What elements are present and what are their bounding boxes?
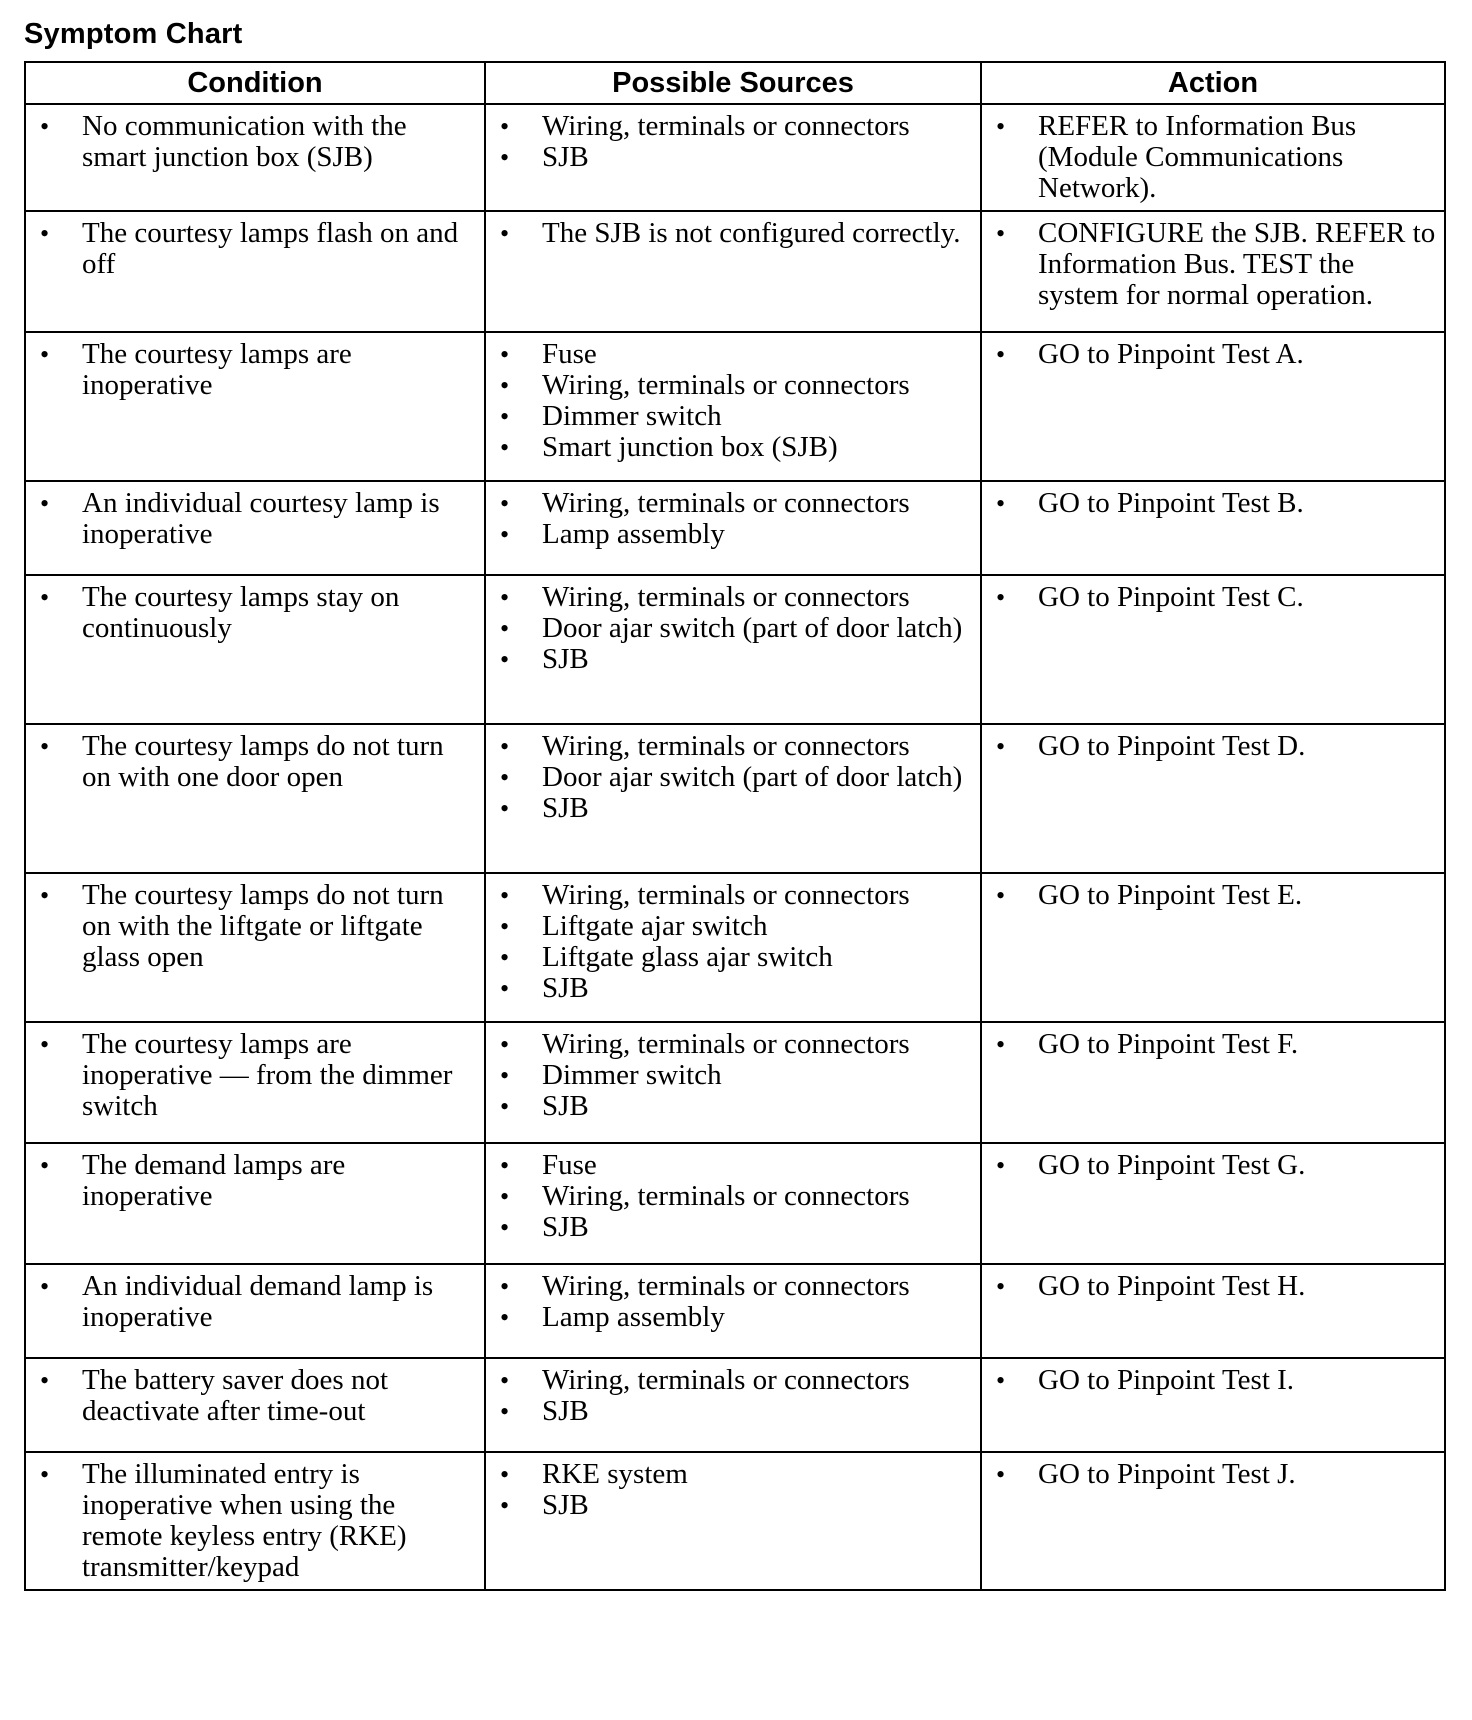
condition-cell: [25, 724, 485, 873]
item-text: The courtesy lamps are inoperative: [82, 338, 352, 401]
item-text: Door ajar switch (part of door latch): [542, 612, 963, 644]
action-list: [982, 1453, 1444, 1496]
table-row: [25, 1022, 1445, 1143]
action-cell: [981, 1452, 1445, 1590]
bullet-icon: •: [40, 1272, 50, 1301]
bullet-icon: •: [500, 1272, 510, 1301]
list-item: [982, 111, 1436, 204]
bullet-icon: •: [40, 1030, 50, 1059]
item-text: Door ajar switch (part of door latch): [542, 761, 963, 793]
item-text: GO to Pinpoint Test B.: [1038, 487, 1304, 519]
item-text: The SJB is not configured correctly.: [542, 217, 961, 249]
action-cell: [981, 211, 1445, 332]
symptom-chart-table: [24, 61, 1446, 1591]
item-text: GO to Pinpoint Test F.: [1038, 1028, 1299, 1060]
item-text: SJB: [542, 141, 589, 173]
item-text: GO to Pinpoint Test I.: [1038, 1364, 1295, 1396]
bullet-icon: •: [500, 1030, 510, 1059]
bullet-icon: •: [996, 881, 1006, 910]
list-item: [982, 731, 1436, 762]
item-text: Wiring, terminals or connectors: [542, 1180, 910, 1212]
list-item: [486, 1302, 972, 1333]
list-item: [486, 370, 972, 401]
bullet-icon: •: [500, 1061, 510, 1090]
bullet-icon: •: [500, 402, 510, 431]
bullet-icon: •: [500, 943, 510, 972]
action-list: [982, 105, 1444, 210]
action-list: [982, 725, 1444, 768]
condition-list: [26, 105, 484, 179]
table-row: [25, 1143, 1445, 1264]
item-text: Wiring, terminals or connectors: [542, 879, 910, 911]
item-text: Wiring, terminals or connectors: [542, 1270, 910, 1302]
item-text: SJB: [542, 1489, 589, 1521]
list-item: [982, 1029, 1436, 1060]
bullet-icon: •: [500, 732, 510, 761]
action-cell: [981, 1143, 1445, 1264]
action-cell: [981, 1022, 1445, 1143]
bullet-icon: •: [996, 1030, 1006, 1059]
list-item: [26, 339, 476, 401]
bullet-icon: •: [40, 732, 50, 761]
item-text: Liftgate glass ajar switch: [542, 941, 833, 973]
bullet-icon: •: [996, 340, 1006, 369]
item-text: No communication with the smart junction box (SJB): [82, 110, 407, 173]
bullet-icon: •: [500, 433, 510, 462]
list-item: [26, 731, 476, 793]
list-item: [486, 793, 972, 824]
item-text: GO to Pinpoint Test E.: [1038, 879, 1303, 911]
item-text: The demand lamps are inoperative: [82, 1149, 346, 1212]
table-body: [25, 104, 1445, 1590]
sources-list: [486, 1453, 980, 1527]
bullet-icon: •: [500, 583, 510, 612]
sources-cell: [485, 1358, 981, 1452]
bullet-icon: •: [500, 340, 510, 369]
list-item: [26, 1271, 476, 1333]
item-text: Dimmer switch: [542, 1059, 722, 1091]
condition-cell: [25, 104, 485, 211]
list-item: [982, 1150, 1436, 1181]
sources-cell: [485, 873, 981, 1022]
list-item: [486, 1212, 972, 1243]
bullet-icon: •: [500, 763, 510, 792]
bullet-icon: •: [500, 143, 510, 172]
list-item: [486, 142, 972, 173]
list-item: [486, 613, 972, 644]
action-cell: [981, 104, 1445, 211]
condition-cell: [25, 211, 485, 332]
list-item: [486, 488, 972, 519]
item-text: The courtesy lamps stay on continuously: [82, 581, 400, 644]
list-item: [486, 911, 972, 942]
bullet-icon: •: [40, 881, 50, 910]
bullet-icon: •: [40, 340, 50, 369]
item-text: SJB: [542, 792, 589, 824]
action-list: [982, 1023, 1444, 1066]
sources-cell: [485, 1143, 981, 1264]
sources-list: [486, 482, 980, 556]
list-item: [26, 1459, 476, 1583]
list-item: [486, 1091, 972, 1122]
bullet-icon: •: [40, 583, 50, 612]
action-cell: [981, 575, 1445, 724]
bullet-icon: •: [500, 1366, 510, 1395]
item-text: The courtesy lamps are inoperative — from the dimmer switch: [82, 1028, 453, 1122]
bullet-icon: •: [500, 219, 510, 248]
bullet-icon: •: [500, 1213, 510, 1242]
sources-cell: [485, 575, 981, 724]
table-row: [25, 481, 1445, 575]
list-item: [486, 1365, 972, 1396]
condition-list: [26, 1359, 484, 1433]
condition-list: [26, 333, 484, 407]
list-item: [486, 1490, 972, 1521]
sources-cell: [485, 1022, 981, 1143]
bullet-icon: •: [40, 489, 50, 518]
condition-cell: [25, 873, 485, 1022]
action-list: [982, 482, 1444, 525]
condition-list: [26, 212, 484, 286]
bullet-icon: •: [996, 732, 1006, 761]
sources-list: [486, 105, 980, 179]
action-cell: [981, 873, 1445, 1022]
action-cell: [981, 1264, 1445, 1358]
list-item: [486, 1459, 972, 1490]
table-row: [25, 873, 1445, 1022]
sources-cell: [485, 211, 981, 332]
sources-cell: [485, 1264, 981, 1358]
list-item: [486, 1396, 972, 1427]
bullet-icon: •: [500, 489, 510, 518]
action-list: [982, 576, 1444, 619]
list-item: [26, 488, 476, 550]
bullet-icon: •: [500, 1460, 510, 1489]
list-item: [982, 582, 1436, 613]
bullet-icon: •: [500, 371, 510, 400]
item-text: Liftgate ajar switch: [542, 910, 768, 942]
list-item: [486, 519, 972, 550]
sources-list: [486, 1144, 980, 1249]
list-item: [486, 1150, 972, 1181]
list-item: [26, 880, 476, 973]
list-item: [486, 111, 972, 142]
condition-cell: [25, 332, 485, 481]
page-title: Symptom Chart: [24, 18, 243, 50]
action-list: [982, 1144, 1444, 1187]
condition-cell: [25, 575, 485, 724]
condition-list: [26, 1453, 484, 1589]
item-text: Fuse: [542, 338, 597, 370]
bullet-icon: •: [996, 1151, 1006, 1180]
condition-cell: [25, 481, 485, 575]
list-item: [486, 582, 972, 613]
list-item: [486, 942, 972, 973]
sources-list: [486, 1265, 980, 1339]
action-list: [982, 1265, 1444, 1308]
list-item: [486, 973, 972, 1004]
action-cell: [981, 724, 1445, 873]
bullet-icon: •: [996, 583, 1006, 612]
sources-list: [486, 1023, 980, 1128]
list-item: [26, 218, 476, 280]
bullet-icon: •: [500, 1151, 510, 1180]
bullet-icon: •: [996, 112, 1006, 141]
list-item: [486, 432, 972, 463]
list-item: [486, 644, 972, 675]
list-item: [982, 218, 1436, 311]
item-text: Lamp assembly: [542, 1301, 725, 1333]
bullet-icon: •: [996, 1460, 1006, 1489]
sources-cell: [485, 724, 981, 873]
list-item: [982, 880, 1436, 911]
list-item: [486, 1271, 972, 1302]
column-header-condition: Condition: [25, 62, 485, 104]
sources-list: [486, 874, 980, 1010]
list-item: [486, 401, 972, 432]
bullet-icon: •: [40, 1366, 50, 1395]
sources-list: [486, 333, 980, 469]
sources-cell: [485, 332, 981, 481]
sources-cell: [485, 481, 981, 575]
item-text: An individual demand lamp is inoperative: [82, 1270, 434, 1333]
table-row: [25, 1264, 1445, 1358]
condition-cell: [25, 1264, 485, 1358]
sources-list: [486, 1359, 980, 1433]
table-row: [25, 724, 1445, 873]
item-text: Dimmer switch: [542, 400, 722, 432]
list-item: [982, 488, 1436, 519]
bullet-icon: •: [500, 645, 510, 674]
item-text: SJB: [542, 972, 589, 1004]
sources-cell: [485, 104, 981, 211]
sources-cell: [485, 1452, 981, 1590]
item-text: CONFIGURE the SJB. REFER to Information Bus. TEST the system for normal operation.: [1038, 217, 1436, 311]
item-text: Smart junction box (SJB): [542, 431, 838, 463]
table-header-row: [25, 62, 1445, 104]
action-list: [982, 212, 1444, 317]
action-cell: [981, 481, 1445, 575]
item-text: GO to Pinpoint Test G.: [1038, 1149, 1306, 1181]
item-text: GO to Pinpoint Test C.: [1038, 581, 1304, 613]
bullet-icon: •: [500, 881, 510, 910]
bullet-icon: •: [500, 912, 510, 941]
column-header-sources: Possible Sources: [485, 62, 981, 104]
item-text: GO to Pinpoint Test D.: [1038, 730, 1306, 762]
bullet-icon: •: [500, 1182, 510, 1211]
item-text: GO to Pinpoint Test J.: [1038, 1458, 1296, 1490]
condition-list: [26, 1265, 484, 1339]
list-item: [26, 111, 476, 173]
condition-cell: [25, 1452, 485, 1590]
condition-list: [26, 874, 484, 979]
action-cell: [981, 332, 1445, 481]
bullet-icon: •: [500, 520, 510, 549]
list-item: [26, 1150, 476, 1212]
action-list: [982, 333, 1444, 376]
item-text: Wiring, terminals or connectors: [542, 1028, 910, 1060]
condition-list: [26, 725, 484, 799]
condition-list: [26, 482, 484, 556]
condition-cell: [25, 1022, 485, 1143]
list-item: [26, 1365, 476, 1427]
item-text: RKE system: [542, 1458, 688, 1490]
list-item: [486, 1029, 972, 1060]
item-text: GO to Pinpoint Test A.: [1038, 338, 1304, 370]
item-text: Wiring, terminals or connectors: [542, 730, 910, 762]
condition-cell: [25, 1358, 485, 1452]
action-cell: [981, 1358, 1445, 1452]
item-text: SJB: [542, 643, 589, 675]
list-item: [486, 1181, 972, 1212]
table-row: [25, 104, 1445, 211]
item-text: SJB: [542, 1090, 589, 1122]
item-text: Wiring, terminals or connectors: [542, 110, 910, 142]
action-list: [982, 874, 1444, 917]
table-row: [25, 332, 1445, 481]
item-text: Wiring, terminals or connectors: [542, 1364, 910, 1396]
sources-list: [486, 212, 980, 255]
list-item: [26, 582, 476, 644]
table-row: [25, 1452, 1445, 1590]
list-item: [486, 1060, 972, 1091]
bullet-icon: •: [996, 1366, 1006, 1395]
list-item: [982, 1459, 1436, 1490]
condition-list: [26, 576, 484, 650]
list-item: [26, 1029, 476, 1122]
condition-list: [26, 1144, 484, 1218]
table-row: [25, 575, 1445, 724]
bullet-icon: •: [500, 112, 510, 141]
item-text: The courtesy lamps do not turn on with the liftgate or liftgate glass open: [82, 879, 444, 973]
item-text: An individual courtesy lamp is inoperative: [82, 487, 440, 550]
sources-list: [486, 725, 980, 830]
table-row: [25, 1358, 1445, 1452]
action-list: [982, 1359, 1444, 1402]
item-text: SJB: [542, 1395, 589, 1427]
condition-list: [26, 1023, 484, 1128]
item-text: The battery saver does not deactivate after time-out: [82, 1364, 389, 1427]
item-text: Wiring, terminals or connectors: [542, 369, 910, 401]
bullet-icon: •: [996, 1272, 1006, 1301]
item-text: SJB: [542, 1211, 589, 1243]
sources-list: [486, 576, 980, 681]
bullet-icon: •: [996, 489, 1006, 518]
item-text: The courtesy lamps do not turn on with one door open: [82, 730, 444, 793]
column-header-action: Action: [981, 62, 1445, 104]
item-text: Wiring, terminals or connectors: [542, 581, 910, 613]
bullet-icon: •: [40, 1460, 50, 1489]
bullet-icon: •: [500, 1397, 510, 1426]
bullet-icon: •: [500, 1303, 510, 1332]
list-item: [486, 218, 972, 249]
condition-cell: [25, 1143, 485, 1264]
bullet-icon: •: [40, 112, 50, 141]
bullet-icon: •: [500, 974, 510, 1003]
list-item: [486, 880, 972, 911]
item-text: Wiring, terminals or connectors: [542, 487, 910, 519]
item-text: Fuse: [542, 1149, 597, 1181]
table-row: [25, 211, 1445, 332]
item-text: REFER to Information Bus (Module Communications Network).: [1038, 110, 1357, 204]
bullet-icon: •: [500, 794, 510, 823]
bullet-icon: •: [40, 219, 50, 248]
list-item: [486, 731, 972, 762]
list-item: [486, 339, 972, 370]
bullet-icon: •: [40, 1151, 50, 1180]
list-item: [982, 1271, 1436, 1302]
bullet-icon: •: [996, 219, 1006, 248]
bullet-icon: •: [500, 1092, 510, 1121]
list-item: [982, 339, 1436, 370]
bullet-icon: •: [500, 614, 510, 643]
item-text: GO to Pinpoint Test H.: [1038, 1270, 1306, 1302]
item-text: The illuminated entry is inoperative when using the remote keyless entry (RKE) transmitter/keypad: [82, 1458, 407, 1583]
list-item: [982, 1365, 1436, 1396]
bullet-icon: •: [500, 1491, 510, 1520]
item-text: The courtesy lamps flash on and off: [82, 217, 459, 280]
list-item: [486, 762, 972, 793]
item-text: Lamp assembly: [542, 518, 725, 550]
